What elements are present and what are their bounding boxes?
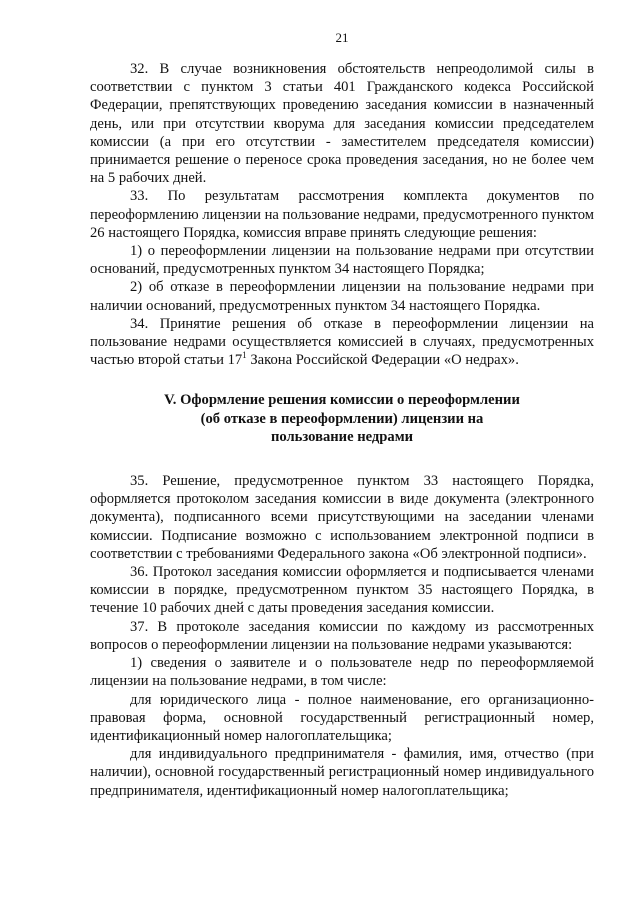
paragraph-37-entrepreneur: для индивидуального предпринимателя - фамилия, имя, отчество (при наличии), основной государственный регистрационный номер индивидуального предпринимателя, идентификационный номер налогоплательщика; (90, 746, 594, 799)
paragraph-35: 35. Решение, предусмотренное пунктом 33 настоящего Порядка, оформляется протоколом заседания комиссии в виде документа (электронного документа), подписанного всеми присутствующими на заседании членами комиссии. Подписание возможно с использованием электронной подписи в соответствии с требованиями Федерального закона «Об электронной подписи». (90, 473, 594, 562)
paragraph-34 (90, 315, 594, 370)
section-heading-line-3: пользование недрами (270, 428, 414, 445)
paragraph-34-text: 34. Принятие решения об отказе в переоформлении лицензии на пользование недрами осуществляется комиссией в случаях, предусмотренных частью второй статьи 17 (90, 315, 594, 369)
paragraph-37-legal-entity: для юридического лица - полное наименование, его организационно-правовая форма, основной государственный регистрационный номер, идентификационный номер налогоплательщика; (90, 691, 594, 744)
paragraph-36: 36. Протокол заседания комиссии оформляется и подписывается членами комиссии в порядке, предусмотренном пунктом 35 настоящего Порядка, в течение 10 рабочих дней с даты проведения заседания комиссии. (90, 564, 594, 617)
superscript-footnote: 1 (242, 350, 247, 361)
page-number: 21 (335, 30, 349, 45)
section-heading-line-1: V. Оформление решения комиссии о переоформлении (164, 392, 520, 409)
section-heading (90, 391, 594, 446)
paragraph-37-item-1: 1) сведения о заявителе и о пользователе недр по переоформляемой лицензии на пользование недрами, в том числе: (90, 655, 594, 690)
paragraph-33-item-2: 2) об отказе в переоформлении лицензии на пользование недрами при наличии оснований, предусмотренных пунктом 34 настоящего Порядка. (90, 279, 594, 314)
paragraph-32: 32. В случае возникновения обстоятельств непреодолимой силы в соответствии с пунктом 3 статьи 401 Гражданского кодекса Российской Федерации, препятствующих проведению заседания комиссии в назначенный день, или при отсутствии кворума для заседания комиссии председателем комиссии (а при его отсутствии - заместителем председателя комиссии) принимается решение о переносе срока проведения заседания, но не более чем на 5 рабочих дней. (90, 61, 594, 187)
paragraph-33-item-1: 1) о переоформлении лицензии на пользование недрами при отсутствии оснований, предусмотренных пунктом 34 настоящего Порядка; (90, 243, 594, 278)
paragraph-34-text-end: Закона Российской Федерации «О недрах». (246, 352, 519, 369)
section-heading-line-2: (об отказе в переоформлении) лицензии на (200, 410, 484, 427)
paragraph-37: 37. В протоколе заседания комиссии по каждому из рассмотренных вопросов о переоформлении лицензии на пользование недрами указываются: (90, 618, 594, 653)
paragraph-33: 33. По результатам рассмотрения комплекта документов по переоформлению лицензии на пользование недрами, предусмотренного пунктом 26 настоящего Порядка, комиссия вправе принять следующие решения: (90, 188, 594, 241)
